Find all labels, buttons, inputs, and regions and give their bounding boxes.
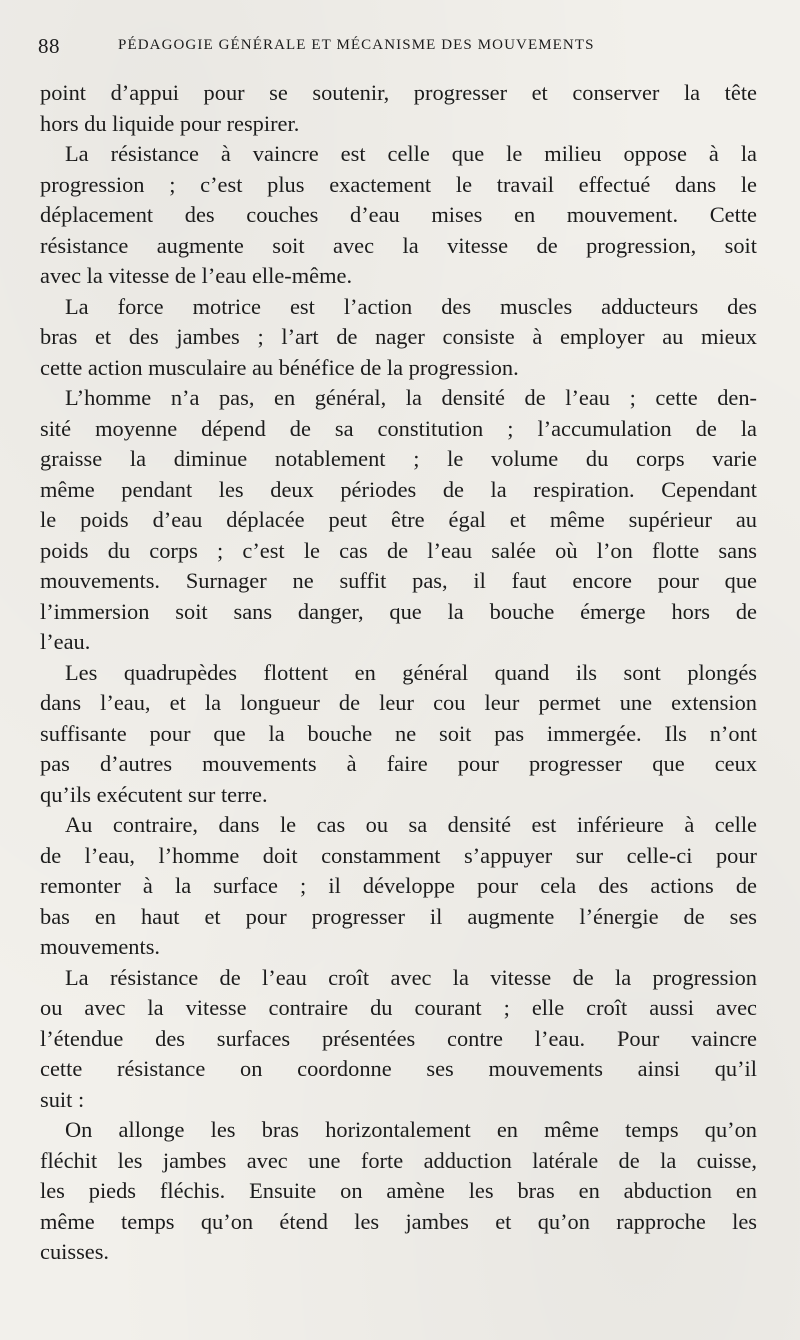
running-title: PÉDAGOGIE GÉNÉRALE ET MÉCANISME DES MOUVEMENTS	[118, 37, 595, 53]
text-line: même temps qu’on étend les jambes et qu’on rapproche les	[40, 1208, 757, 1234]
text-line: bras et des jambes ; l’art de nager consiste à employer au mieux	[40, 324, 757, 349]
page-number: 88	[38, 34, 60, 58]
text-line: L’homme n’a pas, en général, la densité de l’eau ; cette den-	[65, 385, 757, 410]
text-line: sité moyenne dépend de sa constitution ; l’accumulation de la	[40, 415, 757, 441]
text-line: hors du liquide pour respirer.	[40, 110, 300, 136]
text-line: La résistance de l’eau croît avec la vitesse de la progression	[65, 964, 757, 990]
body-text	[40, 78, 757, 1268]
text-line: graisse la diminue notablement ; le volume du corps varie	[40, 446, 757, 471]
text-line: l’eau.	[40, 629, 91, 654]
text-line: cette action musculaire au bénéfice de la progression.	[40, 354, 519, 380]
text-line: les pieds fléchis. Ensuite on amène les bras en abduction en	[40, 1178, 757, 1203]
text-line: bas en haut et pour progresser il augmente l’énergie de ses	[40, 903, 757, 929]
text-line: pas d’autres mouvements à faire pour progresser que ceux	[40, 751, 757, 776]
text-line: même pendant les deux périodes de la respiration. Cependant	[40, 476, 757, 502]
text-line: progression ; c’est plus exactement le travail effectué dans le	[40, 171, 757, 197]
text-line: résistance augmente soit avec la vitesse de progression, soit	[40, 232, 757, 258]
text-line: mouvements.	[40, 934, 161, 959]
text-line: l’étendue des surfaces présentées contre l’eau. Pour vaincre	[40, 1025, 757, 1051]
text-line: de l’eau, l’homme doit constamment s’appuyer sur celle-ci pour	[40, 842, 757, 868]
text-line: déplacement des couches d’eau mises en mouvement. Cette	[40, 202, 757, 227]
text-line: suffisante pour que la bouche ne soit pas immergée. Ils n’ont	[40, 720, 757, 746]
text-line: avec la vitesse de l’eau elle-même.	[40, 263, 353, 288]
text-line: qu’ils exécutent sur terre.	[40, 781, 268, 807]
text-line: fléchit les jambes avec une forte adduction latérale de la cuisse,	[40, 1147, 757, 1173]
text-line: l’immersion soit sans danger, que la bouche émerge hors de	[40, 598, 757, 624]
text-line: Au contraire, dans le cas ou sa densité est inférieure à celle	[65, 812, 757, 837]
text-line: mouvements. Surnager ne suffit pas, il faut encore pour que	[40, 568, 757, 593]
text-line: remonter à la surface ; il développe pour cela des actions de	[40, 873, 757, 898]
text-line: cette résistance on coordonne ses mouvements ainsi qu’il	[40, 1056, 757, 1081]
text-line: La force motrice est l’action des muscles adducteurs des	[65, 293, 757, 319]
text-line: poids du corps ; c’est le cas de l’eau salée où l’on flotte sans	[40, 537, 757, 563]
text-line: Les quadrupèdes flottent en général quand ils sont plongés	[65, 659, 757, 685]
text-line: point d’appui pour se soutenir, progresser et conserver la tête	[40, 80, 757, 105]
text-line: On allonge les bras horizontalement en même temps qu’on	[65, 1117, 757, 1142]
text-line: ou avec la vitesse contraire du courant ; elle croît aussi avec	[40, 995, 757, 1020]
text-line: suit :	[40, 1086, 85, 1112]
text-line: La résistance à vaincre est celle que le milieu oppose à la	[65, 141, 757, 166]
text-line: dans l’eau, et la longueur de leur cou leur permet une extension	[40, 690, 757, 715]
text-line: le poids d’eau déplacée peut être égal et même supérieur au	[40, 507, 757, 532]
text-line: cuisses.	[40, 1239, 110, 1264]
running-head	[38, 34, 762, 58]
